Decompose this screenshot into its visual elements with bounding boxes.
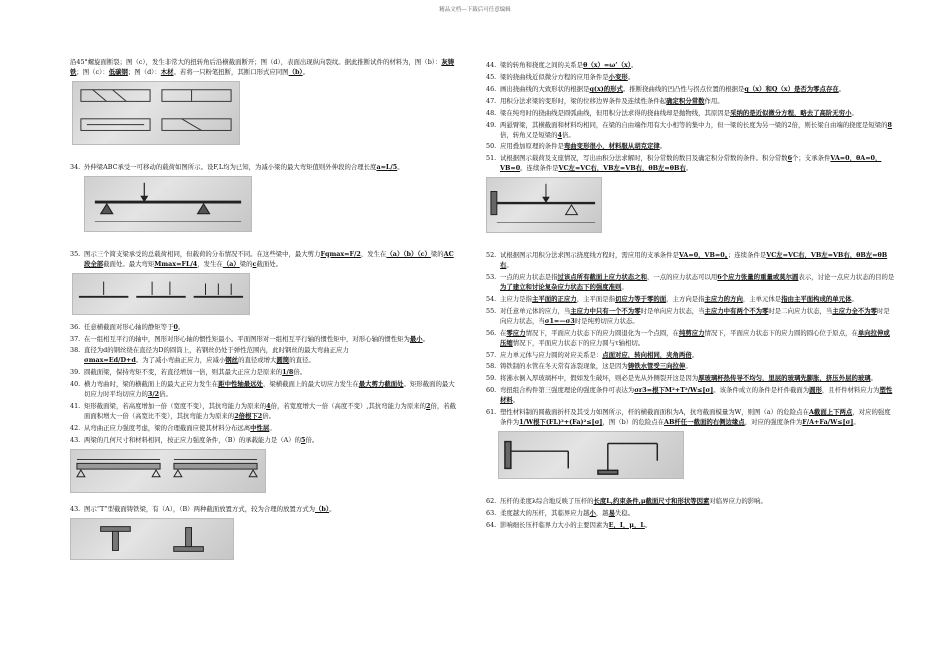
question-44: 44. 梁的转角和挠度之间的关系是θ（x）=ω’（x）。	[486, 61, 638, 69]
question-42: 42. 从弯曲正应力强度考虑，梁的合理截面应使其材料分布远离中性层。	[70, 423, 276, 432]
question-35: 35. 图示三个简支梁承受的总载荷相同，但载荷的分布情况不同。在这些梁中，最大剪力Fqmax=F/2，发生在（a）（b）（c）梁的AC段全部截面处。最大弯矩Mmax=FL/4，发生在（a）梁的c截面处。	[70, 249, 454, 268]
question-63: 63. 柔度越大的压杆，其临界应力越小，越易失稳。	[486, 508, 635, 517]
question-58: 58. 铸铁制的水管在冬天常有冻裂现象，这是因为铸铁水管受三向拉伸。	[486, 362, 692, 371]
question-59: 59. 将沸水倒入厚玻璃杯中，假如发生破坏，则必是先从外侧裂开这是因为厚玻璃杯热传导不均匀，里层的玻璃先膨胀，挤压外层的玻璃。	[486, 374, 878, 383]
question-53: 53. 一点的应力状态是指过该点所有截面上应力状态之和，一点的应力状态可以用6个应力张量的重量或莫尔圆表示，讨论一点应力状态的目的是为了建立和讨论复杂应力状态下的强度准则。	[486, 273, 895, 291]
question-36: 36. 任意横截面对形心轴的静矩等于0。	[70, 322, 185, 331]
figure-overhang-beam	[84, 176, 252, 232]
figure-cantilever-integration	[486, 177, 602, 233]
question-60: 60. 弯扭组合构件第三强度理论的强度条件可表达为σr3=根下M²+T²/W≤[σ]。该条件成立的条件是杆件截面为圆形，且杆件材料应力为塑性材料。	[486, 386, 893, 405]
question-46: 46. 画出挠曲线的大致形状的根据是q(x)的形式。推断挠曲线的凹凸性与拐点位置的根据是q（x）和Q（x）是否为零点存在。	[486, 84, 846, 93]
left-column	[70, 58, 460, 564]
figure-torsion-specimens	[72, 81, 240, 145]
question-55: 55. 对任意单元体的应力，当主应力中只有一个不为零时是单向应力状态，当主应力中有两个不为零时是二向应力状态，当主应力全不为零时是向应力状态，当σ1=—σ3时是纯剪切应力状态。	[486, 306, 890, 325]
right-column	[486, 61, 896, 533]
question-56: 56. 在零应力情况下，平面应力状态下的应力圆退化为一个点圆，在纯剪应力情况下，平面应力状态下的应力圆的圆心位于原点，在单向拉伸或压缩情况下，平面应力状态下的应力圆与τ轴相切。	[486, 328, 890, 347]
question-61: 61. 塑性材料制的圆截面折杆及其受力如图所示，杆的横截面面积为A，抗弯截面模量为W，则图（a）的危险点在A截面上下两点，对应的强度条件为1/W根下(FL)²+(Fa)²≤[σ]，图（b）的危险点在AB杆任一截面的右侧边缘点，对应的强度条件为F/A+Fa/W≤[σ]。	[486, 408, 891, 427]
question-48: 48. 梁在纯弯时的挠曲线是圆弧曲线，但用积分法求得的挠曲线却是抛物线，其原因是采纳的是近似微分方程，略去了高阶无穷小。	[486, 108, 858, 117]
question-54: 54. 主应力是指主平面的正应力，主平面是指切应力等于零的面，主方向是指主应力的方向，主单元体是指由主平面构成的单元体。	[486, 294, 858, 303]
figure-bent-bars	[498, 431, 684, 479]
question-51: 51. 试根据图示载荷及支座情况，写出由积分法求解时，积分常数的数目及确定积分常数的条件。积分常数6个；支承条件VA=0，θA=0，VB=0。连续条件是VC左=VC右，VB左=VB右，θB左=θB右。	[486, 154, 882, 173]
question-40: 40. 横力弯曲时，梁的横截面上的最大正应力发生在距中性轴最远处，梁横截面上的最大切应力发生在最大剪力截面处。矩形截面的最大切应力时平均切应力的3/2倍。	[70, 380, 455, 399]
question-62: 62. 压杆的柔度λ综合地反映了压杆的长度L,约束条件,μ截面尺寸和形状等因素对临界应力的影响。	[486, 496, 767, 505]
question-33-continued: 沿45°螺旋面断裂；图（c），发生非常大的扭转角后沿横截面断开；图（d），表面出现纵向裂纹。据此推断试件的材料为，图（b）：灰铸铁；图（c）：低碳钢；图（d）：木材。若将一只粉笔扭断，其断口形式应同图（b）。	[70, 58, 455, 76]
question-64: 64. 影响细长压杆临界力大小的主要因素为E，I，μ，L。	[486, 520, 652, 529]
question-34: 34. 外伸梁ABC承受一可移动的载荷如图所示。设F,L均为已知，为减小梁的最大弯矩值则外伸段的合理长度a=L/5。	[70, 162, 404, 171]
question-49: 49. 两悬臂梁，其横截面和材料均相同，在梁的自由端作用有大小相等的集中力，但一梁的长度为另一梁的2倍，则长梁自由端的挠度是短梁的8倍，转角又是短梁的4倍。	[486, 120, 892, 139]
figure-t-section	[70, 518, 234, 560]
question-57: 57. 应力单元体与应力圆的对应关系是：点面对应，转向相同，夹角两倍。	[486, 350, 699, 359]
question-50: 50. 应用叠加原理的条件是弯曲变形很小，材料服从胡克定律。	[486, 142, 667, 151]
question-43a: 43. 两梁的几何尺寸和材料相同，按正应力强度条件，（B）的承载能力是（A）的5倍。	[70, 435, 319, 444]
question-47: 47. 用积分法求梁的变形时，梁的位移边界条件及连续性条件起确定积分常数作用。	[486, 96, 724, 105]
figure-two-beams	[70, 449, 266, 493]
question-38: 38. 直径为d的钢丝绕在直径为D的圆筒上，若钢丝仍处于弹性范围内，此时钢丝的最大弯曲正应力 σmax=Ed/D+d。为了减小弯曲正应力，应减小钢丝的直径或增大圆筒的直径。	[70, 346, 349, 365]
question-41: 41. 矩形截面梁，若高度增加一倍（宽度不变），其抗弯能力为原来的4倍，若宽度增大一倍（高度不变）,其抗弯能力为原来的2倍，若截面面积增大一倍（高宽比不变），其抗弯能力为原来的2倍根下2倍。	[70, 402, 457, 420]
question-45: 45. 梁的挠曲线近似微分方程的应用条件是小变形。	[486, 72, 635, 81]
page-header: 精品文档---下载后可任意编辑	[439, 7, 511, 13]
question-43b: 43. 图示“T”型截面铸铁梁，有（A），（B）两种截面放置方式，较为合理的放置方式为（b）。	[70, 504, 336, 513]
question-39: 39. 圆截面梁，保持弯矩不变，若直径增加一倍，则其最大正应力是原来的1/8倍。	[70, 368, 307, 377]
figure-three-simply-supported-beams	[72, 273, 250, 315]
question-52: 52. 试根据图示用积分法求图示挠度线方程时，需应用的支承条件是VA=0，VB=0。；连续条件是VC左=VC右，VB左=VB右，θB左=θB右。	[486, 251, 888, 270]
question-37: 37. 在一组相互平行的轴中，图形对形心轴的惯性矩最小。平面图形对一组相互平行轴的惯性矩中，对形心轴的惯性矩为最小。	[70, 334, 430, 343]
